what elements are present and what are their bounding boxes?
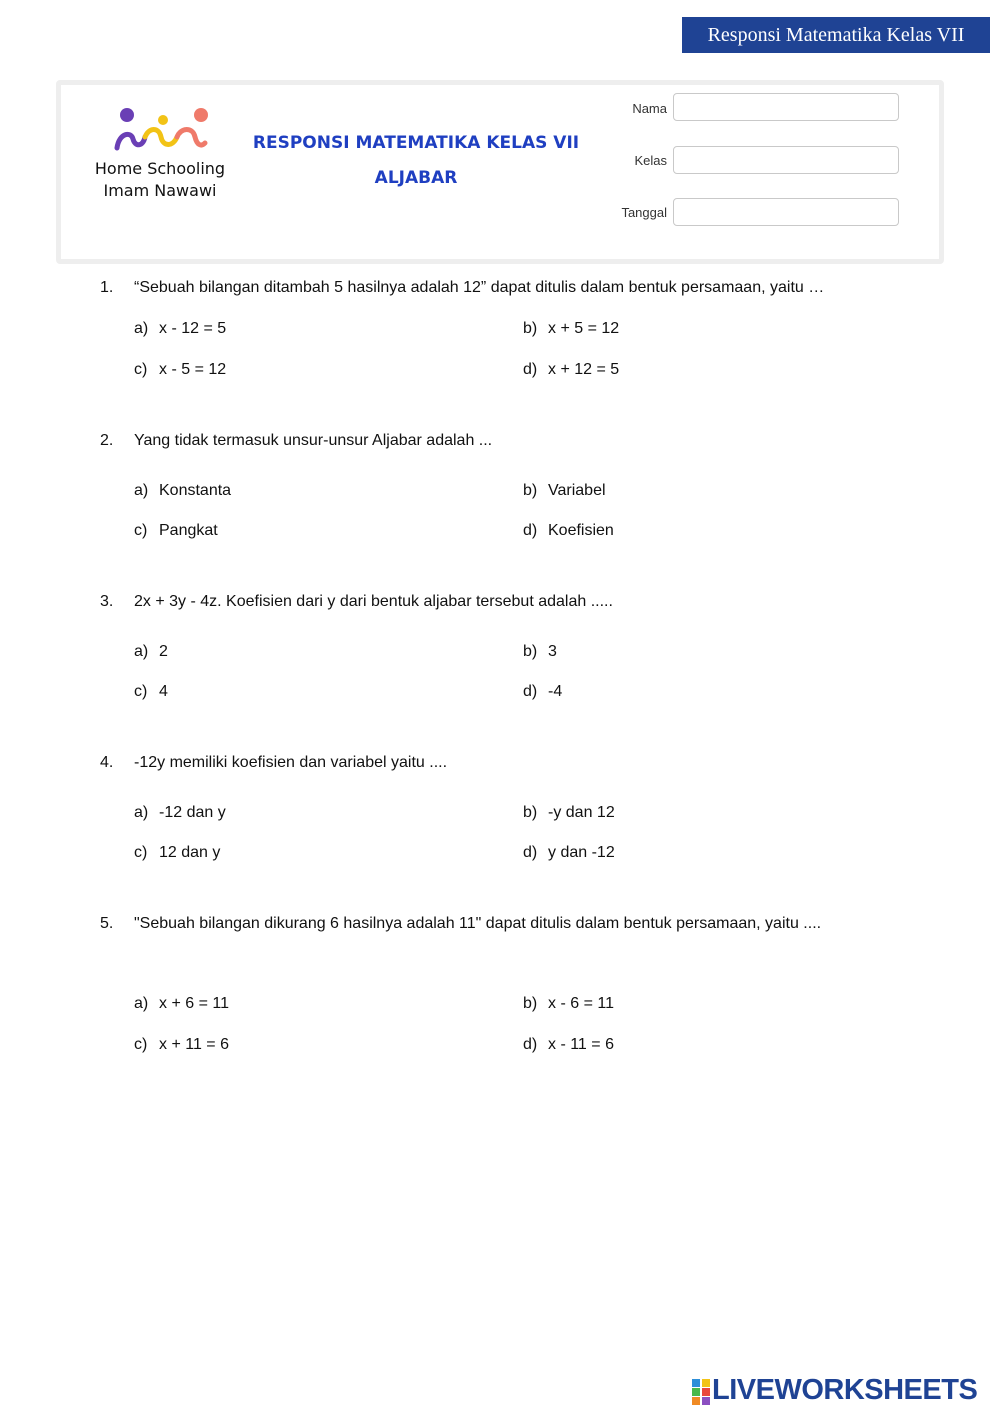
option-b[interactable] [523,320,619,338]
option-letter: b) [523,995,538,1012]
question-number: 3. [100,593,114,610]
option-c[interactable] [134,683,168,701]
logo-text-line2: Imam Nawawi [103,181,217,200]
worksheet-subtitle: ALJABAR [374,168,458,188]
option-d[interactable] [523,683,562,701]
option-letter: a) [134,995,149,1012]
option-text: x + 6 = 11 [159,995,229,1012]
option-letter: a) [134,320,149,337]
option-a[interactable] [134,804,226,822]
class-label: Kelas [634,153,667,168]
option-text: x - 12 = 5 [159,320,227,337]
school-logo-icon [109,105,209,155]
option-text: Variabel [548,482,606,499]
question-number: 5. [100,915,114,932]
option-text: -4 [548,683,563,700]
option-text: x - 5 = 12 [159,361,227,378]
option-b[interactable] [523,643,557,661]
logo-text-line1: Home Schooling [94,159,226,178]
option-text: y dan -12 [548,844,615,861]
option-c[interactable] [134,361,226,379]
question-text: 2x + 3y - 4z. Koefisien dari y dari bentuk aljabar tersebut adalah ..... [134,593,613,610]
liveworksheets-wordmark: LIVEWORKSHEETS [712,1374,978,1406]
option-d[interactable] [523,1036,614,1054]
option-b[interactable] [523,482,606,500]
date-label: Tanggal [621,205,667,220]
liveworksheets-logo[interactable] [692,1374,992,1407]
option-letter: c) [134,361,148,378]
worksheet-header [56,80,944,264]
date-input[interactable] [673,198,899,226]
worksheet-title: RESPONSI MATEMATIKA KELAS VII [252,133,580,153]
option-text: -12 dan y [159,804,226,821]
option-letter: a) [134,482,149,499]
question-text: -12y memiliki koefisien dan variabel yaitu .... [134,754,448,771]
liveworksheets-mark-icon [692,1379,710,1405]
option-letter: b) [523,804,538,821]
option-text: x + 5 = 12 [548,320,620,337]
option-text: x + 11 = 6 [159,1036,229,1053]
option-letter: c) [134,683,148,700]
option-letter: c) [134,844,148,861]
option-b[interactable] [523,995,614,1013]
option-d[interactable] [523,522,614,540]
option-c[interactable] [134,1036,229,1054]
option-letter: d) [523,844,538,861]
option-a[interactable] [134,643,168,661]
option-text: Pangkat [159,522,218,539]
name-input[interactable] [673,93,899,121]
option-text: Konstanta [159,482,232,499]
option-letter: b) [523,643,538,660]
option-text: -y dan 12 [548,804,615,821]
option-text: x + 12 = 5 [548,361,620,378]
school-logo [85,103,235,203]
option-text: 3 [548,643,557,660]
option-letter: d) [523,522,538,539]
option-b[interactable] [523,804,615,822]
option-d[interactable] [523,361,619,379]
option-c[interactable] [134,844,220,862]
option-letter: c) [134,522,148,539]
option-letter: d) [523,1036,538,1053]
option-a[interactable] [134,995,229,1013]
question-text: Yang tidak termasuk unsur-unsur Aljabar adalah ... [134,432,493,449]
option-d[interactable] [523,844,615,862]
option-letter: b) [523,320,538,337]
question-number: 4. [100,754,114,771]
name-label: Nama [632,101,667,116]
question-text: "Sebuah bilangan dikurang 6 hasilnya adalah 11" dapat ditulis dalam bentuk persamaan, yaitu .... [134,915,822,932]
option-letter: a) [134,643,149,660]
option-letter: b) [523,482,538,499]
option-letter: d) [523,683,538,700]
option-c[interactable] [134,522,218,540]
question-text: “Sebuah bilangan ditambah 5 hasilnya adalah 12” dapat ditulis dalam bentuk persamaan, yaitu … [134,279,825,296]
class-input[interactable] [673,146,899,174]
option-text: 4 [159,683,168,700]
option-text: 2 [159,643,168,660]
option-letter: d) [523,361,538,378]
option-letter: a) [134,804,149,821]
question-number: 2. [100,432,114,449]
question-number: 1. [100,279,114,296]
option-text: x - 11 = 6 [548,1036,614,1053]
option-text: 12 dan y [159,844,221,861]
option-a[interactable] [134,320,226,338]
worksheet-corner-title: Responsi Matematika Kelas VII [682,17,990,53]
option-a[interactable] [134,482,231,500]
option-letter: c) [134,1036,148,1053]
option-text: Koefisien [548,522,614,539]
option-text: x - 6 = 11 [548,995,614,1012]
